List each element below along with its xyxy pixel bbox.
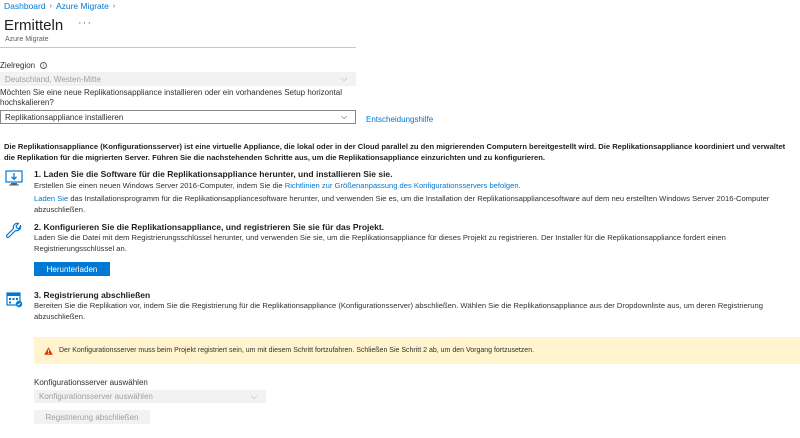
warning-icon (44, 347, 53, 355)
step-2-text: Laden Sie die Datei mit dem Registrierungsschlüssel herunter, und verwenden Sie sie, um die Replikationsappliance für dieses Projekt zu registrieren. Der Installer für die Replikationsappliance fordert einen Registrierungsschlüssel an. (34, 233, 726, 253)
step-3-text: Bereiten Sie die Replikation vor, indem Sie die Registrierung für die Replikationsappliance (Konfigurationsserver) abschließen. Wählen Sie die Replikationsappliance aus der Dropdownliste aus, um deren Registrierung abzuschließen. (34, 301, 763, 321)
config-server-placeholder: Konfigurationsserver auswählen (39, 392, 153, 401)
setup-value: Replikationsappliance installieren (5, 112, 124, 122)
chevron-down-icon: ⌵ (340, 112, 348, 121)
region-dropdown[interactable] (0, 72, 356, 86)
step-2-title: 2. Konfigurieren Sie die Replikationsappliance, und registrieren Sie sie für das Projekt. (34, 222, 385, 232)
warning-banner (34, 337, 800, 364)
region-value: Deutschland, Westen-Mitte (5, 74, 101, 84)
download-button[interactable]: Herunterladen (34, 262, 110, 276)
step-1-line-2 (34, 193, 794, 215)
chevron-down-icon: ⌵ (340, 74, 348, 83)
breadcrumb-dashboard[interactable]: Dashboard (4, 1, 46, 11)
info-icon[interactable]: i (40, 62, 47, 69)
step-1-line-1 (34, 180, 794, 191)
chevron-down-icon: ⌵ (250, 391, 258, 401)
region-label-row (0, 61, 47, 70)
breadcrumb (4, 0, 115, 12)
page-title: Ermitteln (4, 17, 64, 34)
chevron-right-icon: › (49, 2, 52, 10)
setup-question: Möchten Sie eine neue Replikationsappliance installieren oder ein vorhandenes Setup horizontal hochskalieren? (0, 88, 343, 107)
computer-download-icon (5, 169, 23, 187)
setup-dropdown[interactable] (0, 110, 356, 124)
step-1-line-2-text: das Installationsprogramm für die Replikationsappliancesoftware herunter, und verwenden Sie es, um die Installation der Replikationsappliancesoftware auf dem neu erstellten Windows Server 2016-Computer abzuschließen. (34, 194, 770, 214)
page-subtitle: Azure Migrate (5, 36, 49, 43)
step-1-line-1-text: Erstellen Sie einen neuen Windows Server 2016-Computer, indem Sie die (34, 181, 285, 190)
config-server-dropdown[interactable] (34, 390, 266, 403)
header-divider (0, 47, 356, 48)
wrench-icon (5, 222, 23, 240)
more-options-icon[interactable]: ··· (78, 17, 92, 29)
warning-text: Der Konfigurationsserver muss beim Projekt registriert sein, um mit diesem Schritt fortzufahren. Schließen Sie Schritt 2 ab, um den Vorgang fortzusetzen. (59, 347, 535, 354)
finish-registration-button[interactable]: Registrierung abschließen (34, 410, 150, 424)
config-server-label: Konfigurationsserver auswählen (34, 378, 148, 387)
sizing-guidelines-link[interactable]: Richtlinien zur Größenanpassung des Konfigurationsservers befolgen. (284, 181, 521, 190)
chevron-right-icon: › (112, 2, 116, 10)
decision-help-link[interactable]: Entscheidungshilfe (366, 115, 434, 124)
intro-text: Die Replikationsappliance (Konfigurationsserver) ist eine virtuelle Appliance, die lokal oder in der Cloud parallel zu den migrierenden Computern bereitgestellt wird. Die Replikationsappliance koordiniert und verwaltet die Replikation für die migrierten Server. Führen Sie die nachstehenden Schritte aus, um die Replikationsappliance einzurichten und zu konfigurieren. (4, 142, 786, 162)
calendar-check-icon (5, 290, 23, 308)
breadcrumb-azure-migrate[interactable]: Azure Migrate (55, 1, 109, 11)
step-1-title: 1. Laden Sie die Software für die Replikationsappliance herunter, und installieren Sie sie. (34, 169, 393, 179)
region-label: Zielregion (0, 61, 36, 70)
download-installer-link[interactable]: Laden Sie (34, 194, 69, 203)
step-3-title: 3. Registrierung abschließen (34, 290, 151, 300)
